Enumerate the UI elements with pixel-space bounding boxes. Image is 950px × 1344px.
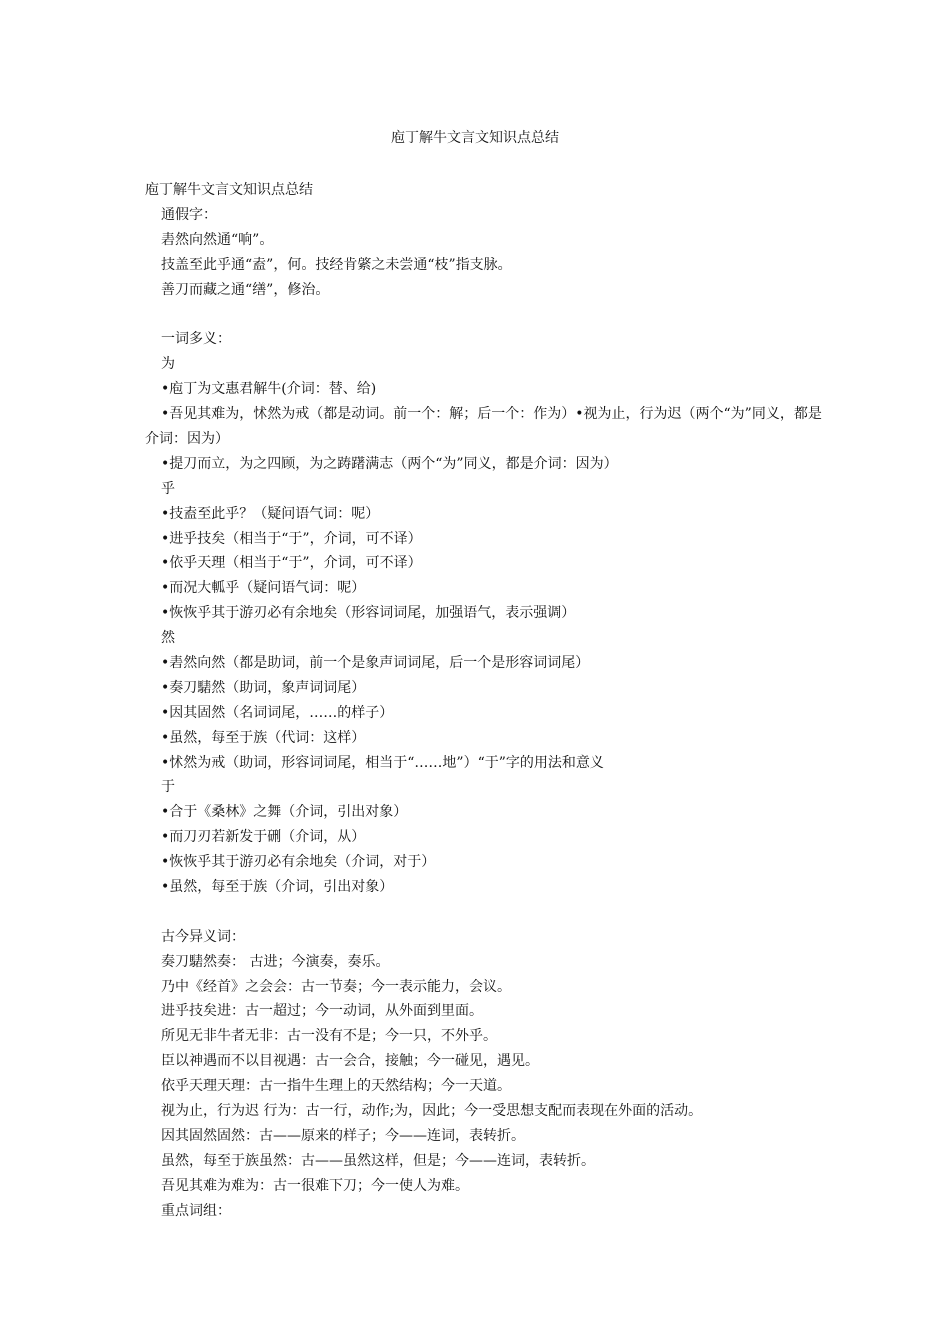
wei-item: •提刀而立，为之四顾，为之踌躇满志（两个“为”同义，都是介词：因为） (161, 455, 618, 472)
ran-item: •怵然为戒（助词，形容词词尾，相当于“……地”）“于”字的用法和意义 (161, 754, 604, 771)
gujin-item: 依乎天理天理：古一指牛生理上的天然结构；今一天道。 (161, 1078, 511, 1095)
hu-item: •恢恢乎其于游刃必有余地矣（形容词词尾，加强语气，表示强调） (161, 605, 576, 622)
gujin-item: 视为止，行为迟 行为：古一行，动作;为，因此；今一受思想支配而表现在外面的活动。 (161, 1102, 703, 1119)
word-heading-wei: 为 (161, 356, 175, 373)
hu-item: •依乎天理（相当于“于”，介词，可不译） (161, 555, 422, 572)
gujin-item: 臣以神遇而不以目视遇：古一会合，接触；今一碰见，遇见。 (161, 1053, 539, 1070)
yu-item: •而刀刃若新发于硎（介词，从） (161, 829, 366, 846)
tongjia-item: 技盖至此乎通“盍”，何。技经肯綮之未尝通“枝”指支脉。 (161, 256, 512, 273)
ran-item: •砉然向然（都是助词，前一个是象声词词尾，后一个是形容词词尾） (161, 654, 590, 671)
section-label-gujin: 古今异义词： (161, 928, 245, 945)
section-label-zhongdian: 重点词组： (161, 1202, 231, 1219)
hu-item: •而况大軱乎（疑问语气词：呢） (161, 580, 366, 597)
gujin-item: 进乎技矣进：古一超过；今一动词，从外面到里面。 (161, 1003, 483, 1020)
word-heading-yu: 于 (161, 779, 175, 796)
document-heading: 庖丁解牛文言文知识点总结 (145, 182, 313, 198)
wei-item: •庖丁为文惠君解牛(介词：替、给) (161, 381, 377, 398)
section-label-tongjia: 通假字： (161, 206, 217, 223)
document-title: 庖丁解牛文言文知识点总结 (391, 130, 559, 146)
word-heading-hu: 乎 (161, 480, 175, 497)
ran-item: •奏刀騞然（助词，象声词词尾） (161, 679, 366, 696)
blank-line (145, 302, 825, 327)
document-body (145, 178, 825, 1223)
hu-item: •进乎技矣（相当于“于”，介词，可不译） (161, 530, 422, 547)
hu-item: •技盍至此乎？（疑问语气词：呢） (161, 505, 380, 522)
ran-item: •因其固然（名词词尾，……的样子） (161, 704, 394, 721)
yu-item: •合于《桑林》之舞（介词，引出对象） (161, 804, 408, 821)
yu-item: •虽然，每至于族（介词，引出对象） (161, 878, 394, 895)
word-heading-ran: 然 (161, 630, 175, 647)
gujin-item: 乃中《经首》之会会：古一节奏；今一表示能力，会议。 (161, 978, 511, 995)
wei-item: •吾见其难为，怵然为戒（都是动词。前一个：解；后一个：作为）•视为止，行为迟（两个“为”同义，都是介词：因为） (145, 406, 822, 447)
yu-item: •恢恢乎其于游刃必有余地矣（介词，对于） (161, 854, 436, 871)
blank-line (145, 900, 825, 925)
gujin-item: 吾见其难为难为：古一很难下刀；今一使人为难。 (161, 1177, 469, 1194)
gujin-item: 奏刀騞然奏： 古进；今演奏，奏乐。 (161, 953, 390, 970)
gujin-item: 虽然，每至于族虽然：古——虽然这样，但是；今——连词，表转折。 (161, 1152, 595, 1169)
tongjia-item: 砉然向然通“响”。 (161, 231, 274, 248)
tongjia-item: 善刀而藏之通“缮”，修治。 (161, 281, 330, 298)
section-label-yiduo: 一词多义： (161, 331, 231, 348)
ran-item: •虽然，每至于族（代词：这样） (161, 729, 366, 746)
gujin-item: 因其固然固然：古——原来的样子；今——连词，表转折。 (161, 1127, 525, 1144)
gujin-item: 所见无非牛者无非：古一没有不是；今一只，不外乎。 (161, 1028, 497, 1045)
